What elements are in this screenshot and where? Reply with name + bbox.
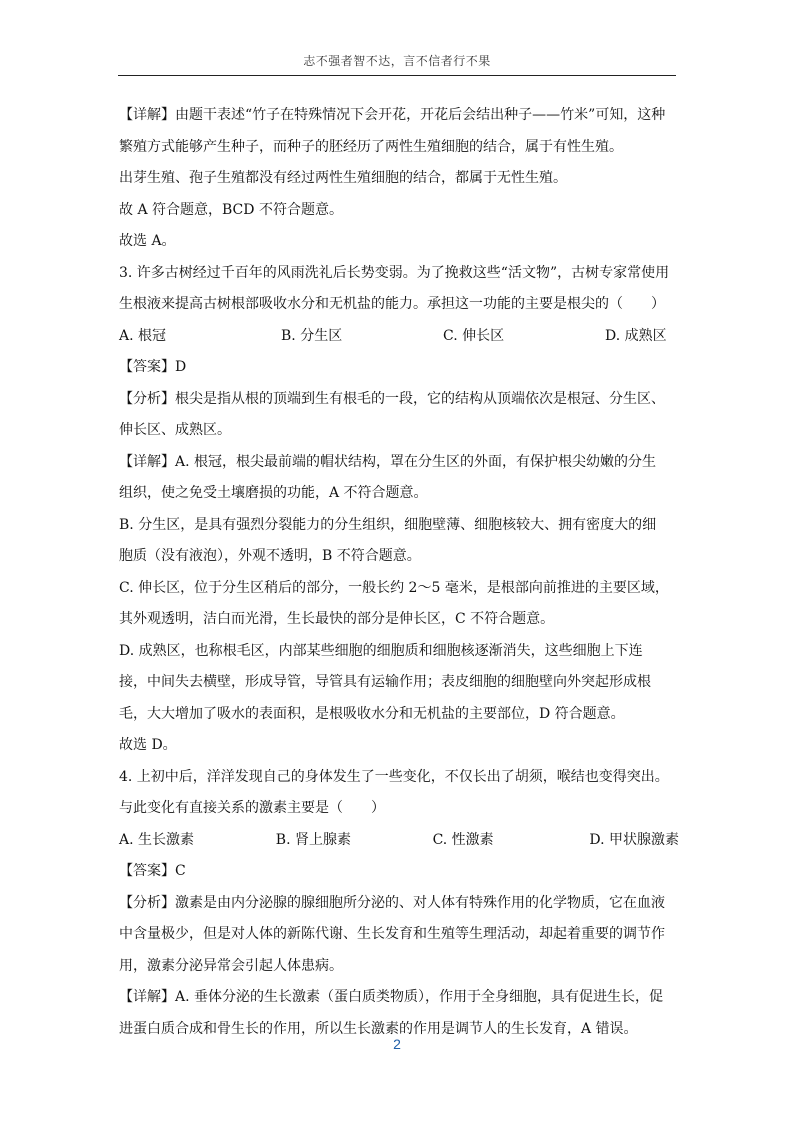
explanation-line: 接，中间失去横壁，形成导管，导管具有运输作用；表皮细胞的细胞壁向外突起形成根 <box>119 674 651 690</box>
analysis-line: 伸长区、成熟区。 <box>119 422 231 438</box>
text-line: 故 A 符合题意，BCD 不符合题意。 <box>119 201 343 218</box>
answer-line: 【答案】D <box>119 359 187 375</box>
explanation-line: 【详解】A. 垂体分泌的生长激素（蛋白质类物质），作用于全身细胞，具有促进生长，促 <box>119 989 664 1005</box>
option-d: D. 甲状腺激素 <box>589 831 679 848</box>
explanation-line: 毛，大大增加了吸水的表面积，是根吸收水分和无机盐的主要部位，D 符合题意。 <box>119 705 625 722</box>
option-a: A. 根冠 <box>119 327 167 344</box>
explanation-line: 进蛋白质合成和骨生长的作用，所以生长激素的作用是调节人的生长发育，A 错误。 <box>119 1020 638 1037</box>
question-4-options <box>119 825 679 857</box>
text-line: 故选 D。 <box>119 737 177 753</box>
explanation-line: 胞质（没有液泡），外观不透明，B 不符合题意。 <box>119 548 421 564</box>
page-header-motto: 志不强者智不达，言不信者行不果 <box>118 52 676 76</box>
text-line: 故选 A。 <box>119 233 176 249</box>
question-3-stem: 3. 许多古树经过千百年的风雨洗礼后长势变弱。为了挽救这些“活文物”，古树专家常使用 <box>119 264 670 281</box>
explanation-line: 组织，使之免受土壤磨损的功能，A 不符合题意。 <box>119 485 428 501</box>
explanation-line: 其外观透明，洁白而光滑，生长最快的部分是伸长区，C 不符合题意。 <box>119 611 555 627</box>
question-4-stem: 4. 上初中后，洋洋发现自己的身体发生了一些变化，不仅长出了胡须，喉结也变得突出。 <box>119 768 669 785</box>
section-q4-answer <box>119 856 679 1045</box>
text-line: 【详解】由题干表述“竹子在特殊情况下会开花，开花后会结出种子——竹米”可知，这种 <box>119 107 666 123</box>
analysis-line: 用，激素分泌异常会引起人体患病。 <box>119 957 343 974</box>
explanation-line: 【详解】A. 根冠，根尖最前端的帽状结构，罩在分生区的外面，有保护根尖幼嫩的分生 <box>119 453 657 470</box>
question-3-stem: 生根液来提高古树根部吸收水分和无机盐的能力。承担这一功能的主要是根尖的（ ） <box>119 296 665 312</box>
page-number: 2 <box>393 1036 401 1052</box>
option-c: C. 性激素 <box>432 831 494 848</box>
question-4-stem: 与此变化有直接关系的激素主要是（ ） <box>119 800 385 816</box>
analysis-line: 【分析】激素是由内分泌腺的腺细胞所分泌的、对人体有特殊作用的化学物质，它在血液 <box>119 894 665 911</box>
option-b: B. 分生区 <box>281 327 343 344</box>
explanation-line: C. 伸长区，位于分生区稍后的部分，一般长约 2～5 毫米，是根部向前推进的主要区域， <box>119 579 669 596</box>
document-body <box>119 100 679 1045</box>
text-line: 出芽生殖、孢子生殖都没有经过两性生殖细胞的结合，都属于无性生殖。 <box>119 170 567 186</box>
question-3-options <box>119 321 679 353</box>
option-c: C. 伸长区 <box>443 327 505 344</box>
option-a: A. 生长激素 <box>119 831 195 848</box>
explanation-line: B. 分生区，是具有强烈分裂能力的分生组织，细胞壁薄、细胞核较大、拥有密度大的细 <box>119 516 657 533</box>
explanation-line: D. 成熟区，也称根毛区，内部某些细胞的细胞质和细胞核逐渐消失，这些细胞上下连 <box>119 642 643 659</box>
analysis-line: 【分析】根尖是指从根的顶端到生有根毛的一段，它的结构从顶端依次是根冠、分生区、 <box>119 390 665 407</box>
text-line: 繁殖方式能够产生种子，而种子的胚经历了两性生殖细胞的结合，属于有性生殖。 <box>119 138 623 155</box>
section-q3-answer <box>119 352 679 825</box>
option-b: B. 肾上腺素 <box>275 831 351 848</box>
answer-line: 【答案】C <box>119 863 186 879</box>
option-d: D. 成熟区 <box>605 327 667 344</box>
analysis-line: 中含量极少，但是对人体的新陈代谢、生长发育和生殖等生理活动，却起着重要的调节作 <box>119 926 665 942</box>
section-q2-explanation <box>119 100 679 321</box>
